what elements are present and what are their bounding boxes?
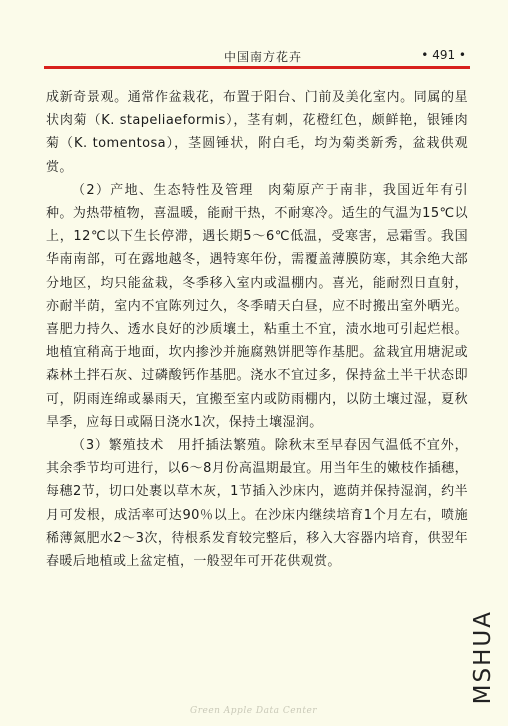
- paragraph-continuation: 成新奇景观。通常作盆栽花，布置于阳台、门前及美化室内。同属的星状肉菊（K. stapeliaeformis），茎有刺，花橙红色，颇鲜艳，银锤肉菊（K. tomentosa），茎圆锤状，附白毛，均为菊类新秀，盆栽供观赏。: [46, 90, 468, 175]
- paragraph-propagation: （3）繁殖技术 用扦插法繁殖。除秋末至早春因气温低不宜外，其余季节均可进行，以6～8月份高温期最宜。用当年生的嫩枝作插穗，每穗2节，切口处裹以草木灰，1节插入沙床内，遮荫并保持湿润，约半月可发根，成活率可达90％以上。在沙床内继续培育1个月左右，喷施稀薄氮肥水2～3次，待根系发育较完整后，移入大容器内培育，供翌年春暖后地植或上盆定植，一般翌年可开花供观赏。: [46, 438, 468, 570]
- book-title: 中国南方花卉: [224, 50, 303, 64]
- header-rule: [44, 66, 470, 69]
- running-header: [46, 44, 466, 64]
- footer-watermark: Green Apple Data Center: [190, 706, 318, 716]
- page-number: • 491 •: [421, 48, 466, 62]
- side-watermark: MSHUA: [470, 610, 496, 705]
- paragraph-habitat-management: （2）产地、生态特性及管理 肉菊原产于南非，我国近年有引种。为热带植物，喜温暖，能耐干热，不耐寒冷。适生的气温为15℃以上，12℃以下生长停滞，遇长期5～6℃低温，受寒害，忌霜雪。我国华南南部，可在露地越冬，遇特寒年份，需覆盖薄膜防寒，其余绝大部分地区，均只能盆栽，冬季移入室内或温棚内。喜光，能耐烈日直射，亦耐半荫，室内不宜陈列过久，冬季晴天白昼，应不时搬出室外晒光。喜肥力持久、透水良好的沙质壤土，粘重土不宜，渍水地可引起烂根。地植宜稍高于地面，坎内掺沙并施腐熟饼肥等作基肥。盆栽宜用塘泥或森林土拌石灰、过磷酸钙作基肥。浇水不宜过多，保持盆土半干状态即可，阴雨连绵或暴雨天，宜搬至室内或防雨棚内，以防土壤过湿，夏秋旱季，应每日或隔日浇水1次，保持土壤湿润。: [46, 182, 468, 430]
- body-text: [46, 86, 468, 573]
